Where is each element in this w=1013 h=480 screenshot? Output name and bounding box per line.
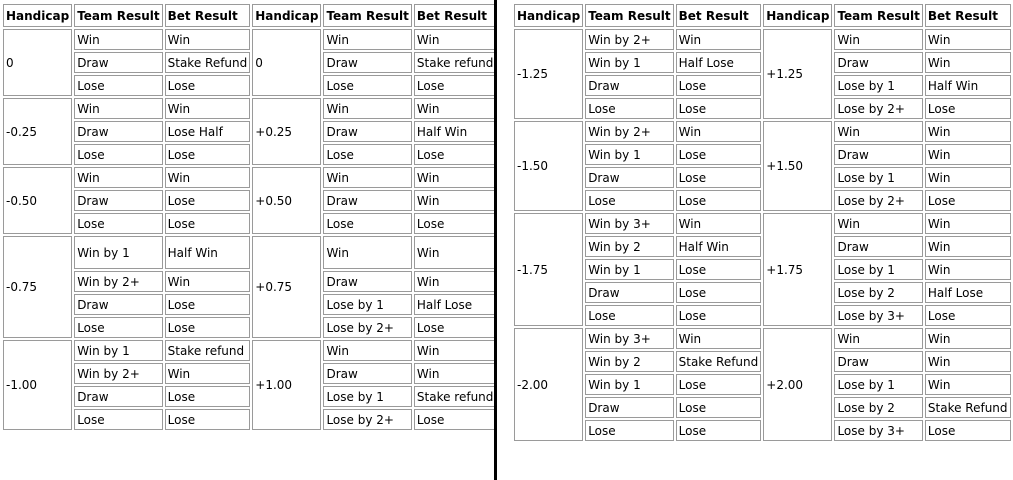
handicap-cell: -0.25 xyxy=(3,98,72,165)
bet-result-cell: Win xyxy=(676,213,762,234)
bet-result-header: Bet Result xyxy=(676,4,762,27)
table-row xyxy=(514,374,1011,395)
handicap-cell: -0.75 xyxy=(3,236,72,338)
team-result-cell: Win xyxy=(323,29,411,50)
bet-result-cell: Lose Half xyxy=(165,121,251,142)
table-row xyxy=(514,420,1011,441)
team-result-cell: Win by 3+ xyxy=(585,328,673,349)
handicap-cell: 0 xyxy=(252,29,321,96)
bet-result-cell: Lose xyxy=(414,75,497,96)
team-result-cell: Lose by 1 xyxy=(834,374,922,395)
team-result-cell: Lose xyxy=(585,420,673,441)
table-row xyxy=(3,294,496,315)
bet-result-cell: Stake Refund xyxy=(676,351,762,372)
bet-result-cell: Win xyxy=(414,167,497,188)
team-result-header: Team Result xyxy=(834,4,922,27)
team-result-cell: Draw xyxy=(834,52,922,73)
bet-result-cell: Win xyxy=(165,167,251,188)
bet-result-cell: Win xyxy=(925,351,1011,372)
team-result-cell: Lose xyxy=(74,144,162,165)
section-divider xyxy=(494,0,497,480)
team-result-header: Team Result xyxy=(585,4,673,27)
bet-result-cell: Lose xyxy=(676,144,762,165)
team-result-cell: Win by 2+ xyxy=(74,363,162,384)
handicap-cell: +1.50 xyxy=(763,121,832,211)
team-result-cell: Draw xyxy=(323,52,411,73)
bet-result-cell: Win xyxy=(925,213,1011,234)
team-result-cell: Lose by 2+ xyxy=(834,98,922,119)
team-result-cell: Win xyxy=(323,98,411,119)
team-result-cell: Lose by 1 xyxy=(834,167,922,188)
bet-result-cell: Win xyxy=(676,121,762,142)
bet-result-cell: Lose xyxy=(676,98,762,119)
team-result-cell: Lose by 2+ xyxy=(834,190,922,211)
team-result-cell: Draw xyxy=(323,363,411,384)
bet-result-cell: Win xyxy=(414,98,497,119)
team-result-cell: Lose xyxy=(74,213,162,234)
bet-result-cell: Win xyxy=(925,328,1011,349)
team-result-cell: Win by 1 xyxy=(585,259,673,280)
team-result-cell: Win xyxy=(323,340,411,361)
bet-result-header: Bet Result xyxy=(165,4,251,27)
table-row xyxy=(514,167,1011,188)
team-result-header: Team Result xyxy=(323,4,411,27)
bet-result-cell: Lose xyxy=(414,317,497,338)
team-result-cell: Win by 2 xyxy=(585,351,673,372)
team-result-cell: Win by 2+ xyxy=(585,29,673,50)
team-result-cell: Win xyxy=(74,98,162,119)
bet-result-header: Bet Result xyxy=(414,4,497,27)
table-row xyxy=(3,190,496,211)
bet-result-cell: Win xyxy=(925,144,1011,165)
team-result-cell: Draw xyxy=(323,271,411,292)
bet-result-cell: Win xyxy=(676,29,762,50)
team-result-cell: Win by 1 xyxy=(585,52,673,73)
table-row xyxy=(3,52,496,73)
bet-result-cell: Lose xyxy=(414,409,497,430)
handicap-cell: -1.75 xyxy=(514,213,583,326)
team-result-cell: Win xyxy=(323,167,411,188)
team-result-cell: Draw xyxy=(585,282,673,303)
bet-result-cell: Lose xyxy=(925,98,1011,119)
bet-result-cell: Half Win xyxy=(676,236,762,257)
handicap-cell: 0 xyxy=(3,29,72,96)
team-result-cell: Draw xyxy=(323,190,411,211)
handicap-cell: -1.25 xyxy=(514,29,583,119)
handicap-header: Handicap xyxy=(763,4,832,27)
bet-result-cell: Lose xyxy=(676,282,762,303)
header-row xyxy=(514,4,1011,27)
handicap-cell: -1.50 xyxy=(514,121,583,211)
table-row xyxy=(3,236,496,269)
table-row xyxy=(3,121,496,142)
team-result-cell: Lose by 2+ xyxy=(323,317,411,338)
team-result-cell: Win by 1 xyxy=(585,374,673,395)
bet-result-cell: Lose xyxy=(676,259,762,280)
bet-result-cell: Lose xyxy=(165,409,251,430)
table-row xyxy=(514,144,1011,165)
bet-result-cell: Win xyxy=(925,374,1011,395)
handicap-cell: +0.50 xyxy=(252,167,321,234)
bet-result-cell: Win xyxy=(676,328,762,349)
team-result-cell: Lose by 3+ xyxy=(834,420,922,441)
bet-result-cell: Half Lose xyxy=(676,52,762,73)
handicap-table-right xyxy=(512,2,1013,443)
bet-result-cell: Win xyxy=(165,98,251,119)
handicap-header: Handicap xyxy=(3,4,72,27)
team-result-cell: Lose xyxy=(323,213,411,234)
table-row xyxy=(514,213,1011,234)
table-row xyxy=(514,98,1011,119)
table-row xyxy=(3,75,496,96)
bet-result-cell: Lose xyxy=(676,397,762,418)
table-row xyxy=(514,52,1011,73)
bet-result-cell: Stake refund xyxy=(414,386,497,407)
team-result-cell: Draw xyxy=(585,397,673,418)
header-row xyxy=(3,4,496,27)
bet-result-cell: Win xyxy=(165,29,251,50)
handicap-cell: -0.50 xyxy=(3,167,72,234)
team-result-cell: Lose by 1 xyxy=(834,259,922,280)
team-result-cell: Draw xyxy=(834,351,922,372)
team-result-cell: Draw xyxy=(323,121,411,142)
table-row xyxy=(514,351,1011,372)
handicap-cell: -2.00 xyxy=(514,328,583,441)
bet-result-cell: Lose xyxy=(676,75,762,96)
table-row xyxy=(3,409,496,430)
table-row xyxy=(3,317,496,338)
team-result-cell: Win by 2+ xyxy=(74,271,162,292)
table-row xyxy=(3,29,496,50)
bet-result-cell: Lose xyxy=(676,374,762,395)
bet-result-cell: Lose xyxy=(414,144,497,165)
team-result-cell: Win xyxy=(74,29,162,50)
team-result-cell: Lose by 2 xyxy=(834,397,922,418)
team-result-cell: Lose by 1 xyxy=(323,386,411,407)
bet-result-cell: Lose xyxy=(676,167,762,188)
handicap-cell: +0.25 xyxy=(252,98,321,165)
handicap-header: Handicap xyxy=(514,4,583,27)
handicap-cell: +1.00 xyxy=(252,340,321,430)
bet-result-cell: Half Lose xyxy=(925,282,1011,303)
bet-result-cell: Win xyxy=(925,52,1011,73)
team-result-cell: Lose xyxy=(74,317,162,338)
team-result-cell: Draw xyxy=(74,294,162,315)
bet-result-cell: Lose xyxy=(165,317,251,338)
team-result-cell: Win xyxy=(74,167,162,188)
team-result-cell: Lose xyxy=(74,409,162,430)
bet-result-cell: Lose xyxy=(165,386,251,407)
bet-result-cell: Stake refund xyxy=(414,52,497,73)
team-result-cell: Lose xyxy=(585,305,673,326)
table-row xyxy=(514,282,1011,303)
table-row xyxy=(3,271,496,292)
bet-result-cell: Stake Refund xyxy=(165,52,251,73)
bet-result-cell: Lose xyxy=(925,420,1011,441)
bet-result-cell: Lose xyxy=(925,190,1011,211)
team-result-cell: Win by 2 xyxy=(585,236,673,257)
handicap-cell: +1.25 xyxy=(763,29,832,119)
bet-result-cell: Win xyxy=(414,340,497,361)
team-result-cell: Win by 1 xyxy=(74,340,162,361)
table-row xyxy=(3,167,496,188)
team-result-cell: Draw xyxy=(834,144,922,165)
bet-result-cell: Stake Refund xyxy=(925,397,1011,418)
bet-result-cell: Win xyxy=(925,29,1011,50)
bet-result-cell: Win xyxy=(414,190,497,211)
bet-result-cell: Lose xyxy=(165,144,251,165)
table-row xyxy=(514,397,1011,418)
team-result-cell: Draw xyxy=(585,75,673,96)
table-row xyxy=(514,305,1011,326)
bet-result-cell: Half Win xyxy=(165,236,251,269)
bet-result-cell: Win xyxy=(925,121,1011,142)
bet-result-cell: Lose xyxy=(165,190,251,211)
table-row xyxy=(3,363,496,384)
team-result-cell: Lose by 3+ xyxy=(834,305,922,326)
team-result-cell: Lose xyxy=(323,75,411,96)
team-result-cell: Lose by 2 xyxy=(834,282,922,303)
team-result-cell: Draw xyxy=(74,52,162,73)
table-row xyxy=(3,213,496,234)
bet-result-cell: Lose xyxy=(165,294,251,315)
team-result-cell: Win xyxy=(834,328,922,349)
team-result-cell: Win by 1 xyxy=(585,144,673,165)
team-result-cell: Lose by 1 xyxy=(834,75,922,96)
team-result-cell: Draw xyxy=(74,386,162,407)
table-row xyxy=(3,98,496,119)
team-result-cell: Lose by 2+ xyxy=(323,409,411,430)
handicap-cell: +1.75 xyxy=(763,213,832,326)
bet-result-cell: Win xyxy=(414,29,497,50)
bet-result-cell: Lose xyxy=(165,213,251,234)
team-result-cell: Draw xyxy=(834,236,922,257)
bet-result-cell: Half Win xyxy=(925,75,1011,96)
team-result-cell: Win by 2+ xyxy=(585,121,673,142)
table-row xyxy=(514,236,1011,257)
team-result-cell: Win by 3+ xyxy=(585,213,673,234)
bet-result-cell: Lose xyxy=(676,190,762,211)
team-result-cell: Win by 1 xyxy=(74,236,162,269)
bet-result-cell: Half Lose xyxy=(414,294,497,315)
bet-result-cell: Stake refund xyxy=(165,340,251,361)
team-result-cell: Win xyxy=(834,213,922,234)
table-row xyxy=(514,121,1011,142)
handicap-cell: +2.00 xyxy=(763,328,832,441)
table-row xyxy=(3,340,496,361)
team-result-cell: Lose xyxy=(585,98,673,119)
bet-result-cell: Win xyxy=(165,271,251,292)
team-result-header: Team Result xyxy=(74,4,162,27)
table-row xyxy=(514,75,1011,96)
team-result-cell: Win xyxy=(323,236,411,269)
table-row xyxy=(514,29,1011,50)
bet-result-header: Bet Result xyxy=(925,4,1011,27)
bet-result-cell: Lose xyxy=(414,213,497,234)
bet-result-cell: Lose xyxy=(165,75,251,96)
table-row xyxy=(514,328,1011,349)
bet-result-cell: Win xyxy=(925,167,1011,188)
team-result-cell: Lose by 1 xyxy=(323,294,411,315)
bet-result-cell: Win xyxy=(165,363,251,384)
team-result-cell: Draw xyxy=(585,167,673,188)
bet-result-cell: Win xyxy=(414,271,497,292)
bet-result-cell: Half Win xyxy=(414,121,497,142)
bet-result-cell: Lose xyxy=(925,305,1011,326)
table-row xyxy=(3,386,496,407)
table-row xyxy=(3,144,496,165)
bet-result-cell: Lose xyxy=(676,420,762,441)
team-result-cell: Lose xyxy=(74,75,162,96)
team-result-cell: Draw xyxy=(74,121,162,142)
handicap-table-left xyxy=(1,2,498,432)
bet-result-cell: Win xyxy=(925,236,1011,257)
bet-result-cell: Win xyxy=(414,363,497,384)
handicap-header: Handicap xyxy=(252,4,321,27)
team-result-cell: Win xyxy=(834,121,922,142)
bet-result-cell: Lose xyxy=(676,305,762,326)
table-row xyxy=(514,259,1011,280)
table-row xyxy=(514,190,1011,211)
team-result-cell: Lose xyxy=(323,144,411,165)
team-result-cell: Lose xyxy=(585,190,673,211)
handicap-cell: +0.75 xyxy=(252,236,321,338)
handicap-cell: -1.00 xyxy=(3,340,72,430)
team-result-cell: Win xyxy=(834,29,922,50)
bet-result-cell: Win xyxy=(925,259,1011,280)
team-result-cell: Draw xyxy=(74,190,162,211)
bet-result-cell: Win xyxy=(414,236,497,269)
